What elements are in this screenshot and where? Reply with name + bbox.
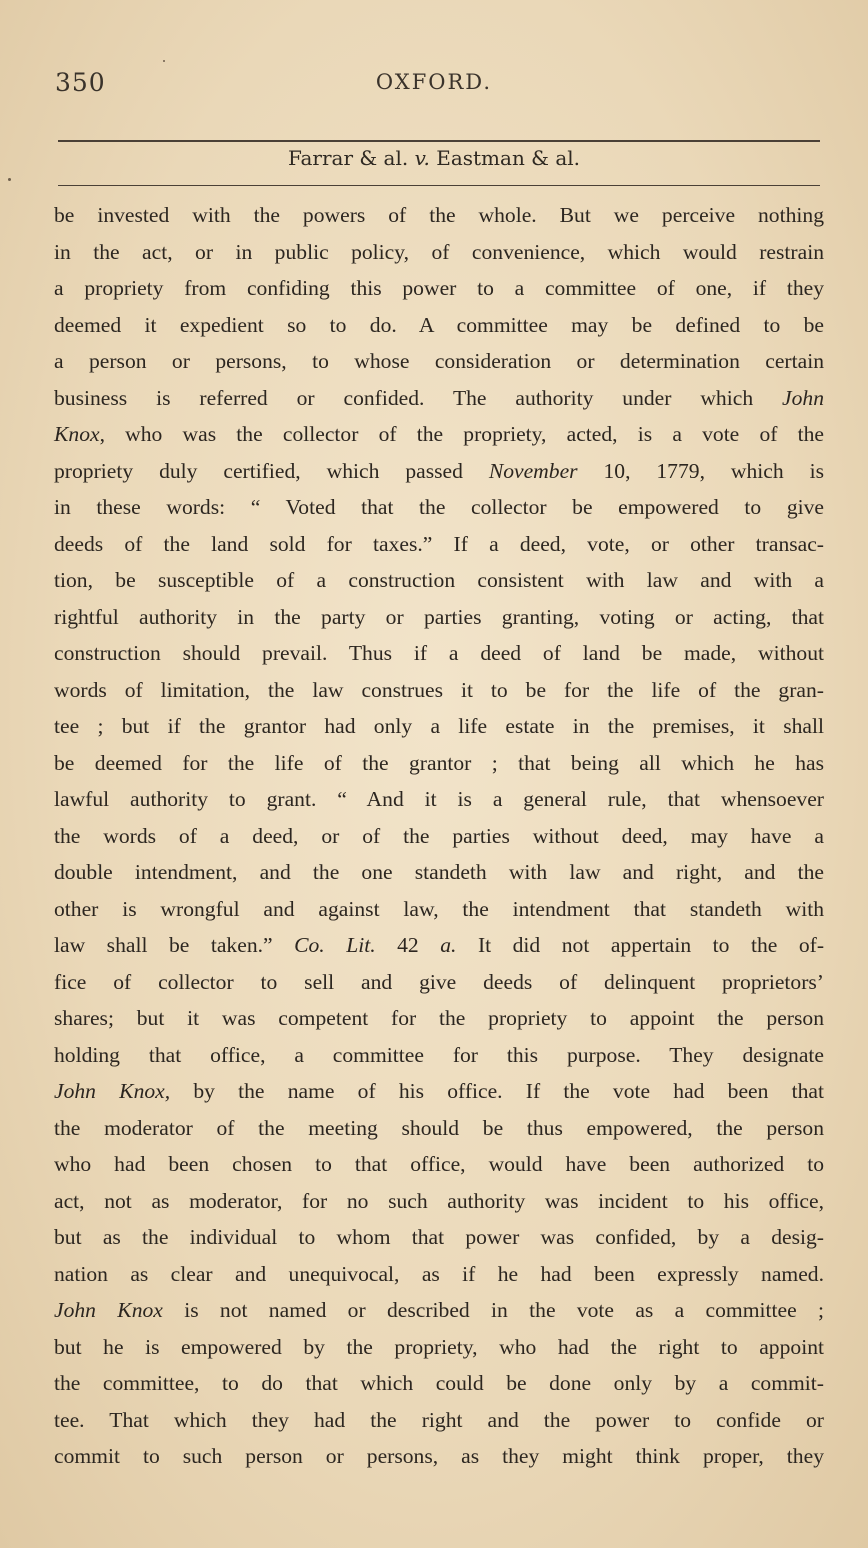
text-run: fice of collector to sell and give deeds of delinquent proprietors’ — [54, 969, 824, 994]
text-line — [54, 672, 824, 709]
text-run: deeds of the land sold for taxes.” If a deed, vote, or other transac- — [54, 531, 824, 556]
text-line — [54, 489, 824, 526]
text-line — [54, 1329, 824, 1366]
text-line — [54, 380, 824, 417]
text-run: business is referred or confided. The authority under which — [54, 385, 783, 410]
text-run: be deemed for the life of the grantor ; that being all which he has — [54, 750, 824, 775]
text-line — [54, 1000, 824, 1037]
italic-run: John Knox, — [54, 1079, 171, 1103]
text-run: nation as clear and unequivocal, as if he had been expressly named. — [54, 1261, 824, 1286]
italic-run: John Knox — [54, 1298, 163, 1322]
text-line — [54, 234, 824, 271]
ink-blot — [8, 178, 11, 181]
text-run: words of limitation, the law construes it to be for the life of the gran- — [54, 677, 824, 702]
text-run: the committee, to do that which could be done only by a commit- — [54, 1371, 824, 1395]
text-line — [54, 1110, 824, 1147]
text-line — [54, 854, 824, 891]
text-run: the words of a deed, or of the parties without deed, may have a — [54, 823, 824, 848]
text-run: act, not as moderator, for no such authority was incident to his office, — [54, 1188, 824, 1213]
text-run: double intendment, and the one standeth with law and right, and the — [54, 860, 824, 884]
text-run: by the name of his office. If the vote had been that — [170, 1079, 824, 1103]
text-line — [54, 1183, 824, 1220]
header-rule-bottom — [58, 185, 820, 186]
text-line — [54, 416, 824, 453]
italic-run: Knox — [54, 422, 100, 446]
text-line — [54, 708, 824, 745]
text-line — [54, 1219, 824, 1256]
italic-run: a. — [440, 933, 457, 957]
text-line — [54, 1037, 824, 1074]
text-line — [54, 270, 824, 307]
text-run: 10, 1779, which is — [577, 458, 824, 483]
body-text — [54, 197, 824, 1475]
text-line — [54, 526, 824, 563]
text-run: It did not appertain to the of- — [456, 933, 825, 957]
text-run: lawful authority to grant. “ And it is a general rule, that whensoever — [54, 787, 824, 811]
text-run: in the act, or in public policy, of convenience, which would restrain — [54, 239, 824, 264]
text-run: who had been chosen to that office, would have been authorized to — [54, 1152, 824, 1176]
text-run: is not named or described in the vote as a committee ; — [162, 1298, 824, 1322]
text-line — [54, 1438, 824, 1475]
text-run: a person or persons, to whose consideration or determination certain — [54, 349, 824, 373]
text-run: , who was the collector of the propriety, acted, is a vote of the — [99, 422, 824, 446]
text-run: other is wrongful and against law, the intendment that standeth with — [54, 896, 824, 921]
italic-run: John — [782, 385, 824, 410]
text-run: shares; but it was competent for the propriety to appoint the person — [54, 1006, 824, 1030]
text-run: but he is empowered by the propriety, who had the right to appoint — [54, 1334, 824, 1359]
text-run: commit to such person or persons, as they might think proper, they — [54, 1444, 824, 1468]
text-line — [54, 818, 824, 855]
text-line — [54, 343, 824, 380]
ink-blot — [163, 60, 165, 62]
text-line — [54, 1365, 824, 1402]
text-line — [54, 1292, 824, 1329]
text-line — [54, 197, 824, 234]
text-run: 42 — [375, 933, 441, 957]
header-rule-top — [58, 140, 820, 142]
case-defendant: Eastman & al. — [436, 146, 581, 170]
text-run: propriety duly certified, which passed — [54, 458, 489, 483]
text-run: tion, be susceptible of a construction consistent with law and with a — [54, 568, 824, 592]
text-line — [54, 562, 824, 599]
text-run: tee. That which they had the right and the power to confide or — [54, 1407, 824, 1432]
case-title — [0, 146, 868, 170]
text-run: the moderator of the meeting should be thus empowered, the person — [54, 1115, 824, 1140]
page-number: 350 — [55, 68, 106, 97]
text-line — [54, 1256, 824, 1293]
text-line — [54, 635, 824, 672]
text-run: deemed it expedient so to do. A committee may be defined to be — [54, 312, 824, 337]
running-head: OXFORD. — [375, 70, 493, 94]
text-line — [54, 781, 824, 818]
text-line — [54, 599, 824, 636]
text-run: rightful authority in the party or parties granting, voting or acting, that — [54, 604, 824, 629]
text-line — [54, 964, 824, 1001]
text-run: law shall be taken.” — [54, 933, 295, 957]
text-line — [54, 745, 824, 782]
text-run: but as the individual to whom that power was confided, by a desig- — [54, 1225, 824, 1249]
text-run: a propriety from confiding this power to a committee of one, if they — [54, 276, 824, 300]
text-run: in these words: “ Voted that the collector be empowered to give — [54, 495, 824, 519]
text-line — [54, 927, 824, 964]
text-run: construction should prevail. Thus if a deed of land be made, without — [54, 641, 824, 665]
text-line — [54, 1146, 824, 1183]
text-line — [54, 1402, 824, 1439]
italic-run: Co. Lit. — [294, 933, 376, 957]
text-line — [54, 1073, 824, 1110]
case-plaintiff: Farrar & al. — [287, 146, 409, 170]
text-run: be invested with the powers of the whole. But we perceive nothing — [54, 203, 824, 227]
text-run: tee ; but if the grantor had only a life estate in the premises, it shall — [54, 714, 824, 738]
text-run: holding that office, a committee for this purpose. They designate — [54, 1042, 824, 1067]
text-line — [54, 891, 824, 928]
case-versus: v. — [414, 146, 430, 170]
text-line — [54, 453, 824, 490]
text-line — [54, 307, 824, 344]
italic-run: November — [488, 458, 578, 483]
